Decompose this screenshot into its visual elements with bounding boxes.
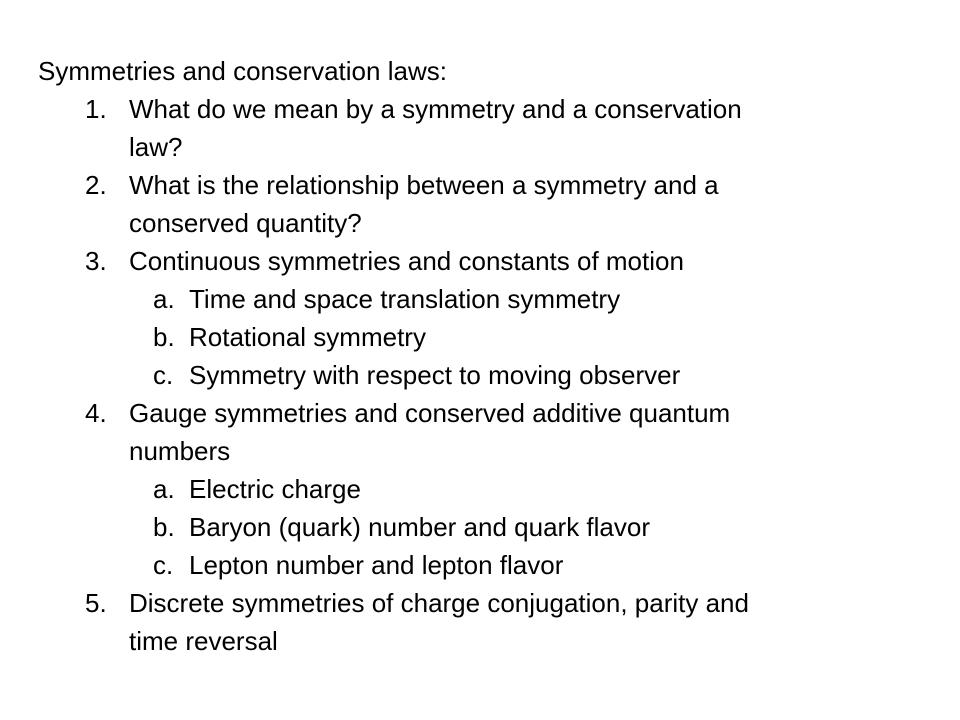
sub-list-item-letter: c. xyxy=(153,550,174,580)
list-item-text: What is the relationship between a symmetry and a conserved quantity? xyxy=(129,170,719,238)
sub-list-item xyxy=(129,470,918,508)
sub-list-item-letter: b. xyxy=(153,322,175,352)
sub-list-item-letter: a. xyxy=(153,474,175,504)
sub-list-item-text: Lepton number and lepton flavor xyxy=(189,550,564,580)
slide-content xyxy=(38,52,918,660)
slide-title: Symmetries and conservation laws: xyxy=(38,56,447,86)
list-item-number: 1. xyxy=(85,94,107,124)
sub-list-item-text: Baryon (quark) number and quark flavor xyxy=(189,512,651,542)
sub-list-item xyxy=(129,280,918,318)
list-item xyxy=(38,394,918,584)
topic-list xyxy=(38,90,918,660)
sub-list-item-text: Symmetry with respect to moving observer xyxy=(189,360,681,390)
sub-list-item-text: Electric charge xyxy=(189,474,361,504)
sub-list-item-text: Rotational symmetry xyxy=(189,322,426,352)
list-item-number: 5. xyxy=(85,588,107,618)
list-item-text: Gauge symmetries and conserved additive quantum numbers xyxy=(129,398,731,466)
list-item-number: 4. xyxy=(85,398,107,428)
sub-list-item xyxy=(129,508,918,546)
sub-list xyxy=(129,470,918,584)
sub-list xyxy=(129,280,918,394)
sub-list-item-letter: c. xyxy=(153,360,174,390)
list-item-number: 2. xyxy=(85,170,107,200)
list-item-text: What do we mean by a symmetry and a conservation law? xyxy=(129,94,742,162)
list-item xyxy=(38,166,918,242)
sub-list-item-letter: b. xyxy=(153,512,175,542)
sub-list-item-letter: a. xyxy=(153,284,175,314)
sub-list-item-text: Time and space translation symmetry xyxy=(189,284,621,314)
list-item-text: Discrete symmetries of charge conjugation, parity and time reversal xyxy=(129,588,749,656)
list-item xyxy=(38,242,918,394)
list-item xyxy=(38,90,918,166)
list-item-number: 3. xyxy=(85,246,107,276)
sub-list-item xyxy=(129,356,918,394)
list-item-text: Continuous symmetries and constants of motion xyxy=(129,246,684,276)
sub-list-item xyxy=(129,546,918,584)
list-item xyxy=(38,584,918,660)
sub-list-item xyxy=(129,318,918,356)
